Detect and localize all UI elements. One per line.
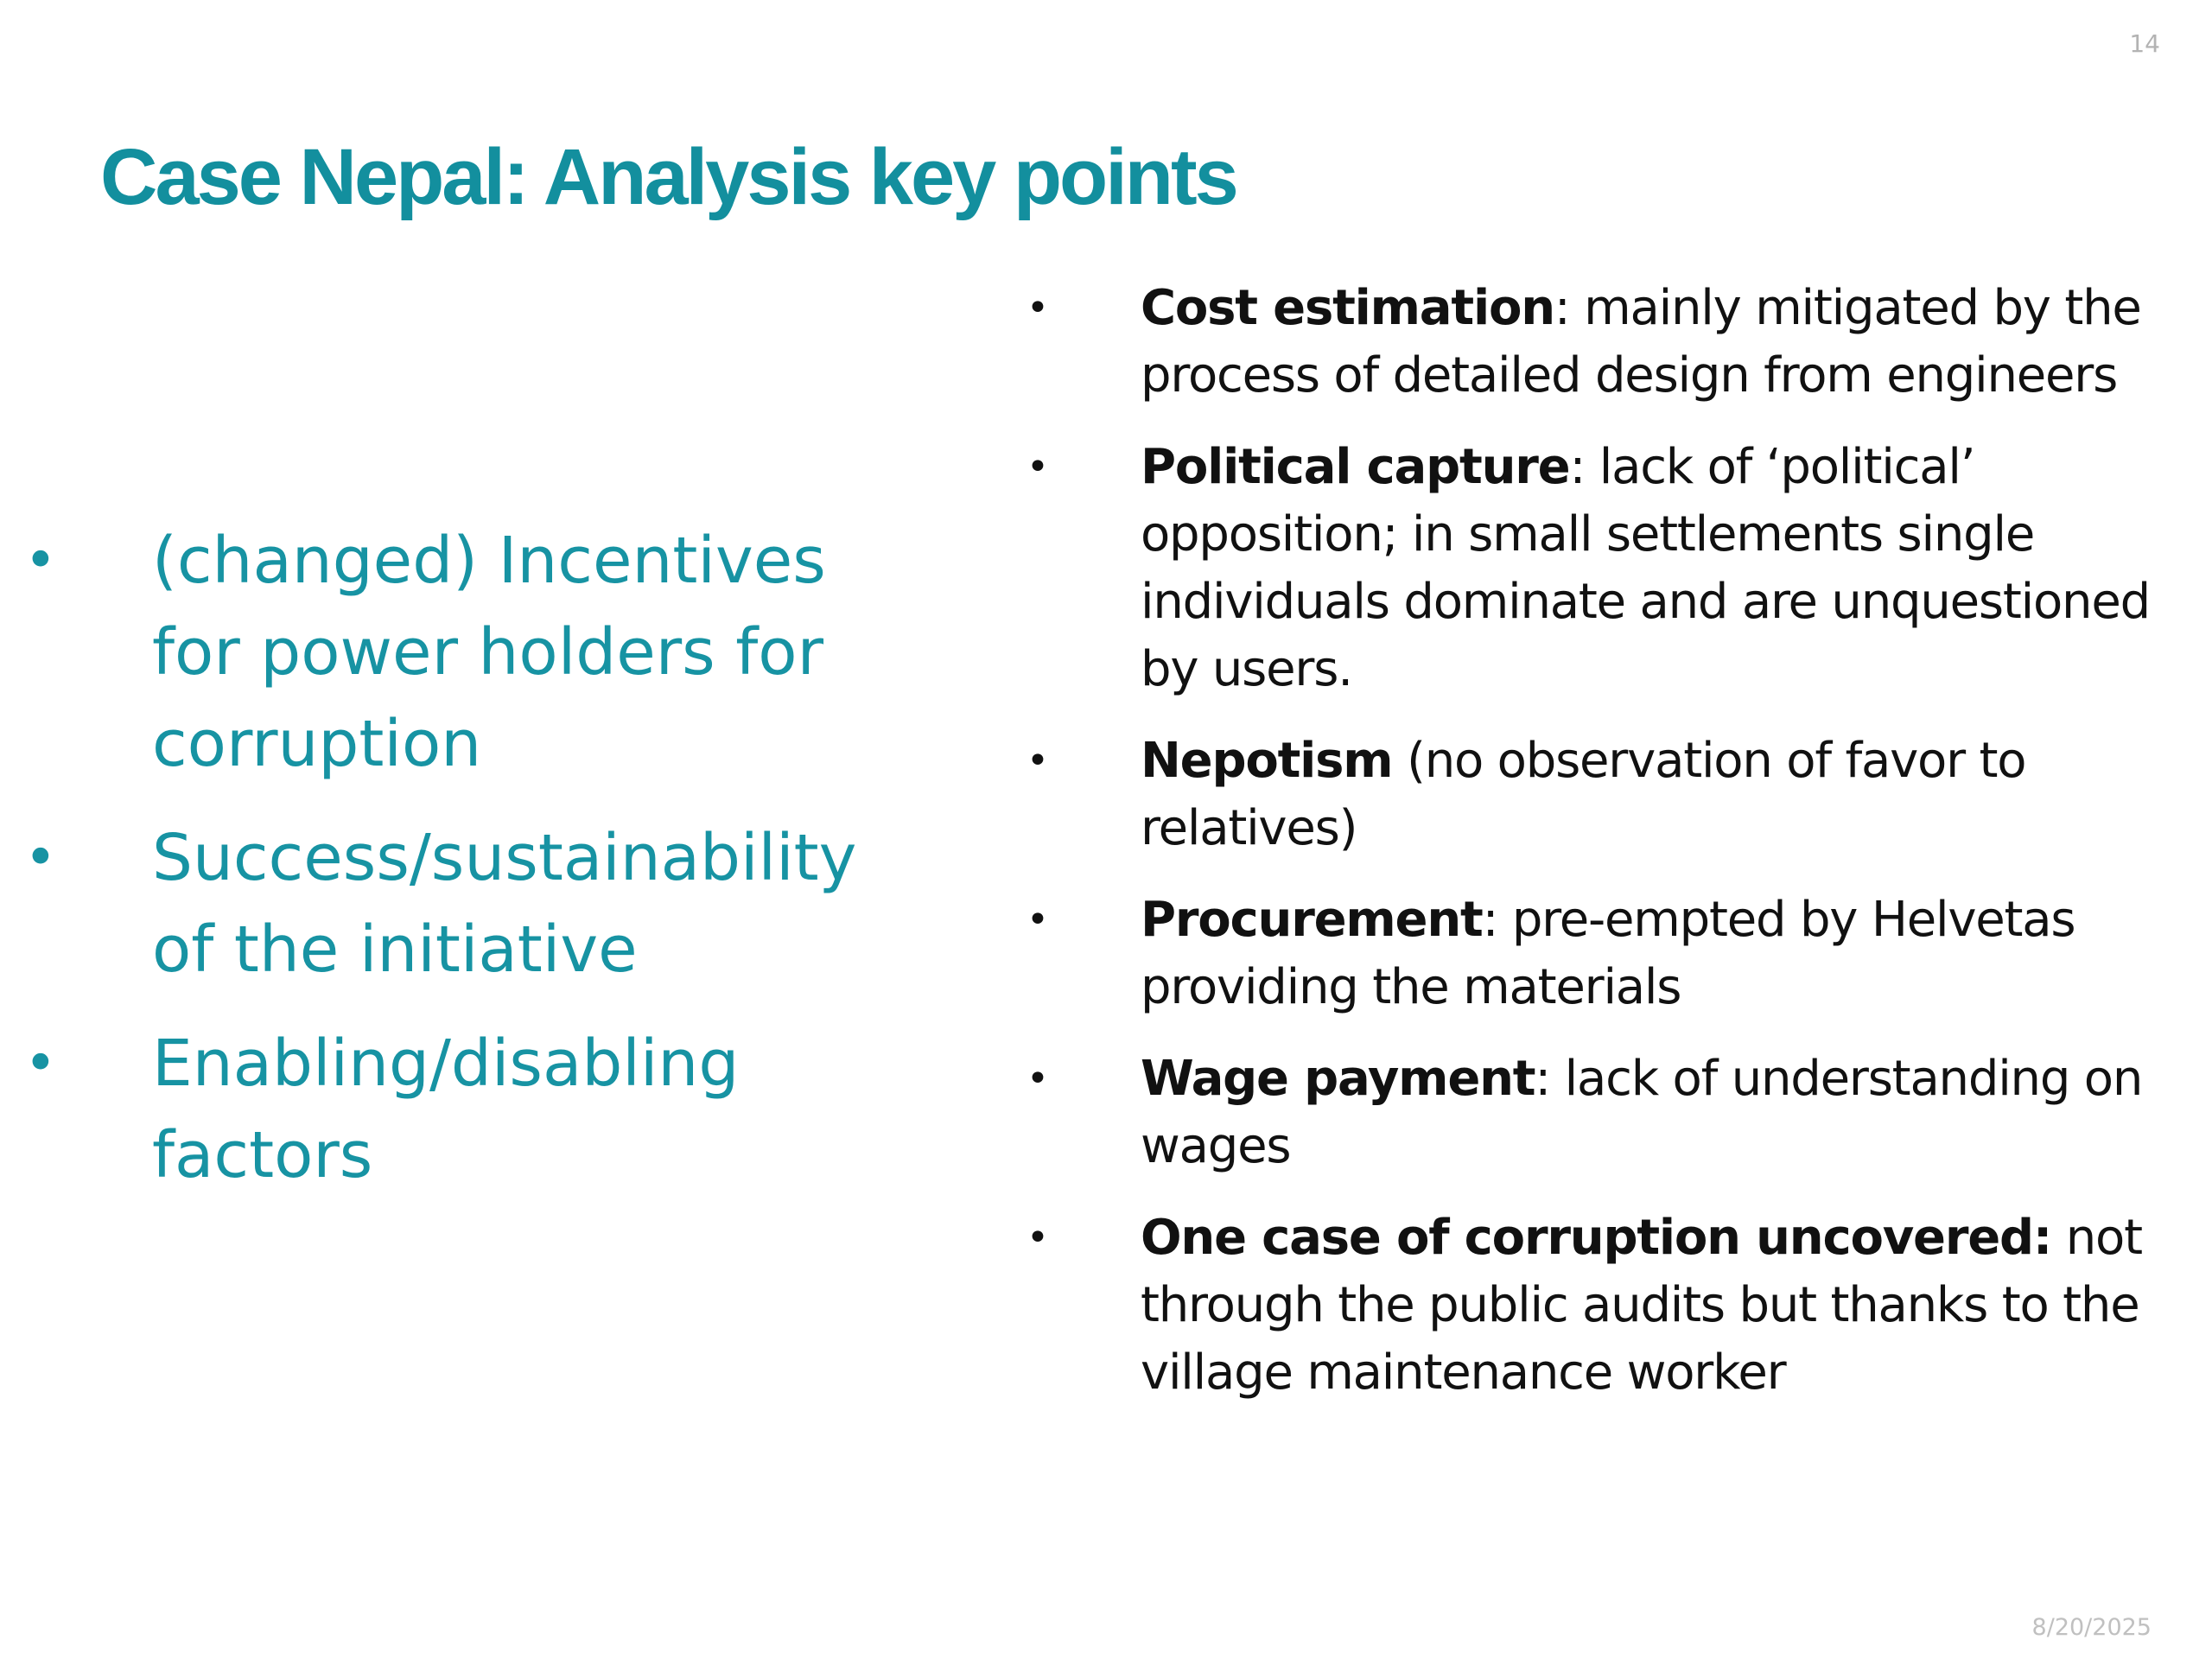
right-bullet-list bbox=[1020, 275, 2208, 1431]
bullet-icon: • bbox=[1027, 286, 1048, 330]
item-description: : mainly mitigated by the process of detailed design from engineers bbox=[1141, 280, 2141, 404]
slide-date: 8/20/2025 bbox=[2031, 1614, 2152, 1641]
item-term: Wage payment bbox=[1141, 1051, 1535, 1107]
bullet-icon: • bbox=[24, 529, 57, 593]
right-list-item bbox=[1020, 1205, 2208, 1407]
slide-number: 14 bbox=[2129, 29, 2160, 58]
left-bullet-list bbox=[24, 515, 923, 1224]
item-term: One case of corruption uncovered: bbox=[1141, 1210, 2052, 1266]
left-item-text: (changed) Incentives for power holders for corruption bbox=[152, 524, 826, 781]
right-list-item bbox=[1020, 887, 2208, 1021]
right-list-item bbox=[1020, 434, 2208, 703]
bullet-icon: • bbox=[24, 826, 57, 890]
item-description: : pre-empted by Helvetas providing the materials bbox=[1141, 892, 2075, 1015]
bullet-icon: • bbox=[1027, 898, 1048, 942]
item-term: Cost estimation bbox=[1141, 280, 1554, 336]
left-item-text: Success/sustainability of the initiative bbox=[152, 821, 857, 987]
bullet-icon: • bbox=[24, 1032, 57, 1096]
left-list-item bbox=[24, 515, 923, 790]
item-term: Nepotism bbox=[1141, 733, 1393, 789]
left-list-item bbox=[24, 812, 923, 995]
left-item-text: Enabling/disabling factors bbox=[152, 1027, 740, 1192]
bullet-icon: • bbox=[1027, 739, 1048, 783]
slide-title: Case Nepal: Analysis key points bbox=[100, 133, 1236, 221]
item-description: : lack of understanding on wages bbox=[1141, 1051, 2143, 1174]
bullet-icon: • bbox=[1027, 445, 1048, 489]
item-term: Political capture bbox=[1141, 439, 1570, 495]
right-list-item bbox=[1020, 728, 2208, 862]
right-list-item bbox=[1020, 1046, 2208, 1180]
right-list-item bbox=[1020, 275, 2208, 410]
item-description: (no observation of favor to relatives) bbox=[1141, 733, 2026, 856]
bullet-icon: • bbox=[1027, 1216, 1048, 1260]
item-description: : lack of ‘political’ opposition; in small settlements single individuals dominate and are unquestioned by users. bbox=[1141, 439, 2150, 697]
item-term: Procurement bbox=[1141, 892, 1483, 948]
left-list-item bbox=[24, 1018, 923, 1201]
item-description: not through the public audits but thanks to the village maintenance worker bbox=[1141, 1210, 2142, 1401]
bullet-icon: • bbox=[1027, 1057, 1048, 1101]
